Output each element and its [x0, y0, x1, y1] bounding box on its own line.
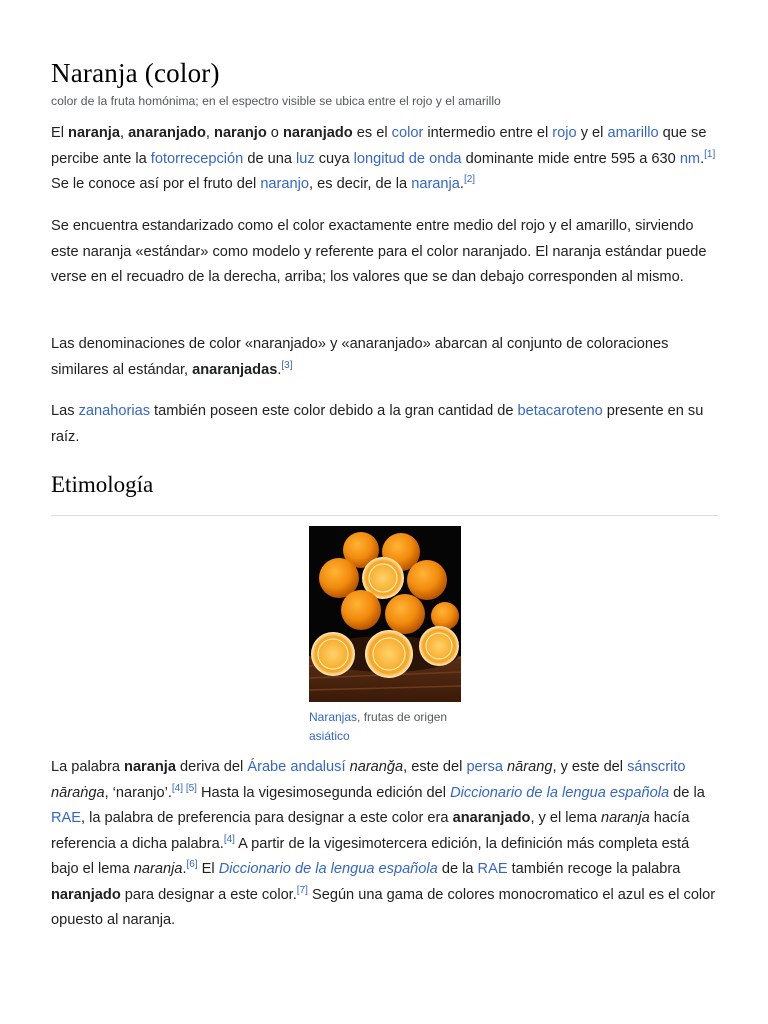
link-persa[interactable]: persa — [466, 759, 503, 775]
paragraph-carrots: Las zanahorias también poseen este color debido a la gran cantidad de betacaroteno presente en su raíz. — [51, 403, 704, 445]
link-betacaroteno[interactable]: betacaroteno — [517, 403, 603, 419]
reference-7[interactable]: [7] — [296, 884, 308, 896]
link-sanscrito[interactable]: sánscrito — [627, 759, 686, 775]
page-title: Naranja (color) — [51, 58, 220, 88]
link-naranjas[interactable]: Naranjas — [309, 710, 358, 724]
link-amarillo[interactable]: amarillo — [607, 125, 659, 141]
link-rae[interactable]: RAE — [51, 810, 82, 826]
link-rae-2[interactable]: RAE — [477, 861, 508, 877]
reference-2[interactable]: [2] — [463, 174, 476, 186]
page-subtitle: color de la fruta homónima; en el espectro visible se ubica entre el rojo y el amarillo — [51, 94, 501, 108]
link-luz[interactable]: luz — [296, 150, 315, 167]
link-color[interactable]: color — [391, 125, 424, 141]
link-rojo[interactable]: rojo — [552, 125, 577, 141]
link-longitud-de-onda[interactable]: longitud de onda — [353, 150, 462, 167]
figure-oranges — [309, 526, 461, 745]
section-divider — [51, 515, 718, 516]
reference-3[interactable]: [3] — [281, 359, 293, 371]
link-asiatico[interactable]: asiático — [309, 728, 350, 743]
reference-6[interactable]: [6] — [186, 859, 198, 871]
paragraph-denominations: Las denominaciones de color «naranjado» y «anaranjado» abarcan al conjunto de coloraciones similares al estándar, anaranjadas.[3] — [51, 336, 669, 378]
link-nm[interactable]: nm — [679, 150, 701, 167]
reference-5[interactable]: [5] — [185, 782, 197, 794]
link-zanahorias[interactable]: zanahorias — [78, 403, 150, 419]
link-naranja[interactable]: naranja — [411, 176, 460, 192]
reference-4[interactable]: [4] — [171, 782, 184, 794]
reference-1[interactable]: [1] — [704, 148, 716, 160]
reference-4-repeat[interactable]: [4] — [223, 833, 235, 845]
figure-caption: Naranjas, frutas de origen asiático — [309, 710, 448, 743]
paragraph-standard: Se encuentra estandarizado como el color exactamente entre medio del rojo y el amarillo, sirviendo este naranja «estándar» como modelo y referente para el color naranjado. El naranja estándar puede verse en el recuadro de la derecha, arriba; los valores que se dan debajo corresponden al mismo. — [51, 218, 707, 285]
link-diccionario-2[interactable]: Diccionario de la lengua española — [218, 861, 438, 877]
link-diccionario[interactable]: Diccionario de la lengua española — [450, 784, 670, 801]
paragraph-etymology: La palabra naranja deriva del Árabe andalusí naranǧa, este del persa nārang, y este del sánscrito nāraṅga, ‘naranjo’.[4] [5] Hasta la vigesimosegunda edición del Diccionario de la lengua española de la RAE, la palabra de preferencia para designar a este color era anaranjado, y el lema naranja hacía referencia a dicha palabra.[4] A partir de la vigesimotercera edición, la definición más completa está bajo el lema naranja.[6] El Diccionario de la lengua española de la RAE también recoge la palabra naranjado para designar a este color.[7] Según una gama de colores monocromatico el azul es el color opuesto al naranja. — [51, 759, 716, 928]
link-naranjo[interactable]: naranjo — [260, 176, 309, 192]
link-fotorrecepcion[interactable]: fotorrecepción — [150, 150, 244, 167]
link-arabe-andalusi[interactable]: Árabe andalusí — [247, 759, 346, 775]
section-title-etimologia: Etimología — [51, 472, 154, 497]
paragraph-intro: El naranja, anaranjado, naranjo o naranjado es el color intermedio entre el rojo y el amarillo que se percibe ante la fotorrecepción de una luz cuya longitud de onda dominante mide entre 595 a 630 nm.[1] Se le conoce así por el fruto del naranjo, es decir, de la naranja.[2] — [51, 125, 716, 192]
oranges-image[interactable] — [309, 526, 461, 702]
